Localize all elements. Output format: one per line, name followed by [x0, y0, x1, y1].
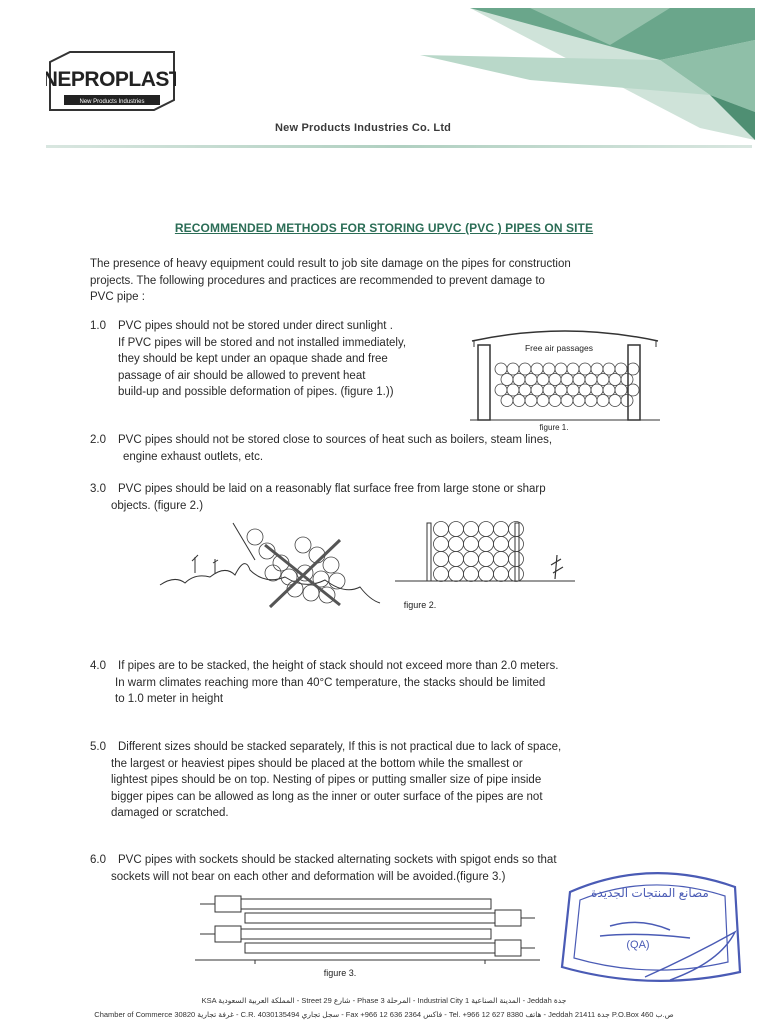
pipe-cross-section [449, 522, 464, 537]
pipe-cross-section [501, 395, 513, 407]
pipe-cross-section [494, 537, 509, 552]
pipe-cross-section [525, 374, 537, 386]
pipe-cross-section [549, 374, 561, 386]
pipe-cross-section [513, 374, 525, 386]
pipe-cross-section [603, 363, 615, 375]
figure-1-shelter-diagram [470, 325, 660, 433]
item-2 [90, 432, 650, 465]
pipe-cross-section [627, 384, 639, 396]
pipe-cross-section [295, 537, 311, 553]
stamp-text: مصانع المنتجات الجديدة [591, 886, 709, 900]
pipe-cross-section [609, 374, 621, 386]
pipe-cross-section [519, 363, 531, 375]
pipe-cross-section [494, 552, 509, 567]
pipe-cross-section [561, 395, 573, 407]
pipe-cross-section [479, 522, 494, 537]
pipe-cross-section [573, 374, 585, 386]
pipe-cross-section [561, 374, 573, 386]
pipe-cross-section [464, 537, 479, 552]
pipe-cross-section [591, 384, 603, 396]
pipe-cross-section [479, 567, 494, 582]
item-line: In warm climates reaching more than 40°C temperature, the stacks should be limited [115, 676, 546, 689]
pipe-cross-section [573, 395, 585, 407]
pipe-cross-section [507, 363, 519, 375]
pipe-cross-section [597, 395, 609, 407]
pipe-cross-section [323, 557, 339, 573]
item-number: 3.0 [90, 483, 106, 495]
figure-2-ground-diagram [155, 515, 585, 615]
pipe-cross-section [495, 363, 507, 375]
item-line: passage of air should be allowed to prevent heat [118, 369, 366, 382]
pipe-cross-section [579, 384, 591, 396]
pipe-cross-section [464, 567, 479, 582]
item-number: 5.0 [90, 741, 106, 753]
pipe-cross-section [513, 395, 525, 407]
pipe-cross-section [464, 522, 479, 537]
pipe-cross-section [449, 552, 464, 567]
pipe-cross-section [597, 374, 609, 386]
pipe-cross-section [509, 522, 524, 537]
item-line: PVC pipes should not be stored under direct sunlight . [118, 320, 393, 332]
pipe-cross-section [509, 537, 524, 552]
pipe-cross-section [531, 363, 543, 375]
pipe-cross-section [555, 384, 567, 396]
pipe-cross-section [449, 567, 464, 582]
item-line: the largest or heaviest pipes should be placed at the bottom while the smallest or [111, 757, 523, 770]
pipe-cross-section [247, 529, 263, 545]
company-logo [46, 50, 176, 110]
pipe-cross-section [494, 522, 509, 537]
pipe-cross-section [621, 395, 633, 407]
pipe-cross-section [567, 384, 579, 396]
pipe-cross-section [509, 552, 524, 567]
logo-subtext: New Products Industries [79, 99, 145, 105]
pipe-cross-section [555, 363, 567, 375]
pipe-cross-section [585, 374, 597, 386]
item-line: PVC pipes should be laid on a reasonably flat surface free from large stone or sharp [118, 483, 546, 495]
item-line: damaged or scratched. [111, 807, 229, 819]
pipe-cross-section [615, 384, 627, 396]
item-line: build-up and possible deformation of pipes. (figure 1.)) [118, 386, 394, 398]
pipe-cross-section [537, 395, 549, 407]
pipe-cross-section [479, 537, 494, 552]
item-line: to 1.0 meter in height [115, 693, 224, 705]
footer-address: KSA المملكة العربية السعودية - Street 29 شارع - Phase 3 المرحلة - Industrial City 1 المدينة الصناعية - Jeddah جدة [201, 996, 567, 1005]
item-4 [90, 658, 650, 708]
fig2-caption: figure 2. [403, 600, 437, 610]
company-name: New Products Industries Co. Ltd [275, 122, 452, 134]
item-number: 2.0 [90, 434, 106, 446]
pipe-cross-section [621, 374, 633, 386]
pipe-cross-section [609, 395, 621, 407]
item-line: objects. (figure 2.) [111, 499, 204, 512]
pipe-cross-section [615, 363, 627, 375]
item-line: sockets will not bear on each other and deformation will be avoided.(figure 3.) [111, 870, 506, 883]
item-line: they should be kept under an opaque shade and free [118, 353, 388, 365]
item-line: If pipes are to be stacked, the height of stack should not exceed more than 2.0 meters. [118, 660, 559, 672]
pipe-cross-section [603, 384, 615, 396]
pipe-cross-section [434, 552, 449, 567]
item-line: PVC pipes should not be stored close to sources of heat such as boilers, steam lines, [118, 434, 553, 446]
pipe-cross-section [434, 567, 449, 582]
pipe-cross-section [585, 395, 597, 407]
pipe-cross-section [567, 363, 579, 375]
pipe-cross-section [434, 537, 449, 552]
stamp-code: (QA) [626, 939, 650, 951]
pipe-cross-section [531, 384, 543, 396]
pipe-cross-section [591, 363, 603, 375]
fig1-caption: figure 1. [539, 423, 569, 432]
header-banner-graphic [410, 0, 768, 145]
pipe-cross-section [434, 522, 449, 537]
pipe-cross-section [519, 384, 531, 396]
item-line: PVC pipes with sockets should be stacked alternating sockets with spigot ends so that [118, 854, 557, 866]
pipe-cross-section [543, 384, 555, 396]
pipe-cross-section [449, 537, 464, 552]
document-title: RECOMMENDED METHODS FOR STORING UPVC (PVC ) PIPES ON SITE [174, 221, 594, 235]
fig3-caption: figure 3. [323, 968, 357, 978]
pipe-cross-section [537, 374, 549, 386]
pipe-cross-section [495, 384, 507, 396]
figure-3-socket-stack-diagram [195, 888, 540, 980]
item-line: bigger pipes can be allowed as long as the inner or outer surface of the pipes are not [111, 790, 543, 803]
pipe-cross-section [494, 567, 509, 582]
pipe-cross-section [549, 395, 561, 407]
pipe-cross-section [507, 384, 519, 396]
company-stamp [550, 862, 750, 992]
pipe-cross-section [509, 567, 524, 582]
pipe-cross-section [525, 395, 537, 407]
item-5 [90, 739, 650, 822]
item-line: lightest pipes should be on top. Nesting of pipes or putting smaller size of pipe inside [111, 774, 542, 786]
intro-line: PVC pipe : [90, 291, 145, 303]
pipe-cross-section [579, 363, 591, 375]
header-divider [46, 145, 752, 148]
pipe-cross-section [464, 552, 479, 567]
logo-text: NEPROPLAST [46, 68, 176, 91]
pipe-cross-section [543, 363, 555, 375]
intro-paragraph [90, 256, 650, 306]
item-1 [90, 318, 460, 401]
intro-line: projects. The following procedures and practices are recommended to prevent damage to [90, 274, 545, 287]
item-number: 4.0 [90, 660, 106, 672]
item-line: engine exhaust outlets, etc. [123, 450, 264, 463]
footer-contacts: Chamber of Commerce 30820 غرفة تجارية - C.R. 4030135494 سجل تجاري - Fax +966 12 636 2364 فاكس - Tel. +966 12 627 8380 هاتف - Jeddah 21411 جدة P.O.Box 460 ص.ب [94, 1010, 674, 1019]
item-line: Different sizes should be stacked separately, If this is not practical due to lack of space, [118, 741, 562, 753]
item-3 [90, 481, 650, 514]
item-line: If PVC pipes will be stored and not installed immediately, [118, 336, 407, 349]
intro-line: The presence of heavy equipment could result to job site damage on the pipes for construction [90, 258, 571, 270]
item-number: 1.0 [90, 320, 106, 332]
pipe-cross-section [627, 363, 639, 375]
fig1-label: Free air passages [524, 343, 594, 353]
pipe-cross-section [479, 552, 494, 567]
pipe-cross-section [501, 374, 513, 386]
pipe-cross-section [265, 565, 281, 581]
item-number: 6.0 [90, 854, 106, 866]
